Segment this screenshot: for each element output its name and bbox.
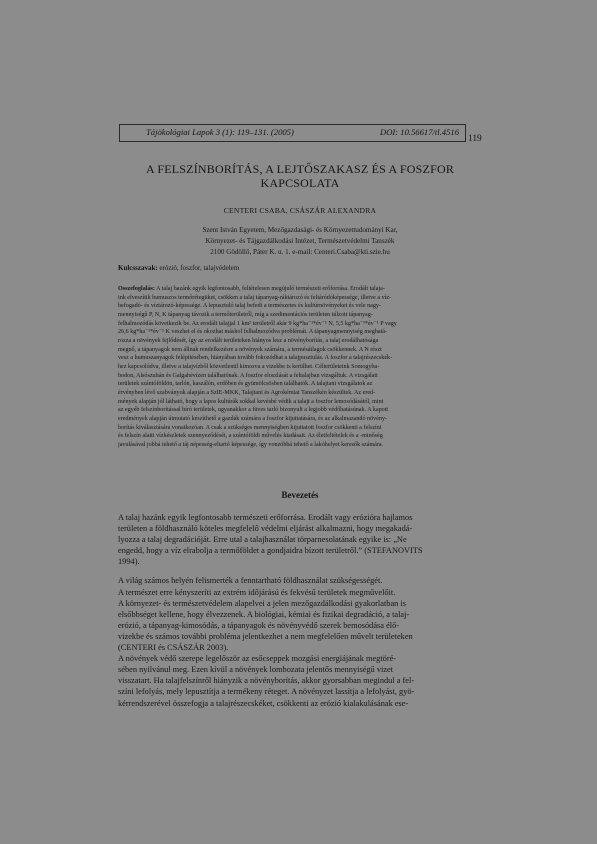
affiliation [100,225,500,257]
abstract-line: borítás kiválasztására vonatkozóan. A csak a szükséges mennyiségben kijuttatott foszfor csökkenti a felszíni [118,424,382,431]
abstract-line: befogadó- és víztározó-képessége. A lepusztuló talaj befedi a természetes és kultúrnövényeket és vele nagy- [118,303,381,310]
abstract-line: bodon, Alsószuhán és Galgahévízen találhatónak. A foszfor eloszlását a feltalajban vizsgáltuk. A vizsgálati [118,372,378,379]
body-line: lyozza a talaj degradációját. Erre utal a talajhasználat törparnesolatának egyike is: „Ne [118,535,407,545]
abstract [118,285,488,449]
affiliation-line: 2100 Gödöllő, Páter K. u. 1. e-mail: Centeri.Csaba@kti.szie.hu [210,247,390,256]
abstract-line: és felszín alatti vízkészletek szennyeződését, a szántóföldi művelés kiadásait. Az életfeltételek és a -minőség [118,433,383,440]
article-title [100,162,500,190]
body-line: A növények védő szerepe legelőször az esőcseppek mozgási energiájának megtöré- [118,654,397,664]
abstract-line: érvényben lévő szabványok alapján a SzIE-MKK, Talajtani és Agrokémiai Tanszékén készültek. Az ered- [118,389,376,396]
doi-link[interactable]: DOI: 10.56617/tl.4516 [379,127,459,137]
abstract-line: ink elveszítik humuszos termőrétegüket, csökken a talaj tápanyag-ráktározó és feltáródóképessége, illetve a víz- [118,294,392,301]
section-title: Bevezetés [281,490,319,500]
authors: CENTERI CSABA, CSÁSZÁR ALEXANDRA [223,206,377,215]
abstract-line: területek szántóföldön, tarlón, kaszálón, erdőben és gyümölcsösben találhatók. A talajtani vizsgálatok az [118,381,373,388]
body-line: színi lefolyás, mely lepusztítja a termékeny réteget. A növényzet lassítja a lefolyást, gyö- [118,687,415,697]
keywords [118,264,486,272]
body-line: A környezet- és természetvédelem alapelvei a jelen mezőgazdálkodási gyakorlatban is [118,598,406,608]
title-line: A FELSZÍNBORÍTÁS, A LEJTŐSZAKASZ ÉS A FOSZFOR [145,162,455,176]
abstract-line: mennyiségű P, N, K tápanyag távozik a termőterületről, míg a szedimentációs területen túlzott tápanyag- [118,311,373,318]
abstract-line: 26,6 kg*ha⁻¹*év⁻¹ K veszhet el és okozhat máshol felhalmozódva problémát. A tápanyagmennyiség meghatá- [118,329,387,336]
body-line: (CENTERI és CSÁSZÁR 2003). [118,643,229,653]
body-line: A talaj hazánk egyik legfontosabb természeti erőforrása. Erodált vagy erózióra hajlamos [118,513,413,522]
abstract-line: javulásával jobbá tehető a táj népesség-eltartó képessége, így vonzóbbá tehető a lakóhelyet keresők számára. [118,441,384,448]
abstract-line: mények alapján jól látható, hogy a lapos kultúrák sokkal kevésbé védik a talajt a foszfor lemosódásától, mint [118,398,384,405]
body-line: területen a földhasználó köteles megfelelő védelmi eljárást alkalmazni, hogy megakadá- [118,524,413,534]
title-line: KAPCSOLATA [260,176,340,190]
body-line: vizekbe és számos további probléma jelentkezhet a nem megfelelően művelt területeken [118,631,413,641]
section-body [118,512,488,709]
abstract-line: hez kapcsolódva, illetve a talajvízből közvetlenül kimosva a vizekbe is kerülhet. Célterületeink Somogyba- [118,363,380,370]
keywords-label: Kulcsszavak: [118,264,158,272]
journal-citation: Tájökológiai Lapok 3 (1): 119–131. (2005) [146,127,294,137]
body-line: elsőbbséget kellene, hogy élvezzenek. A biológiai, kémiai és fizikai degradáció, a talaj- [118,609,410,619]
abstract-line: az egyéb felszínborítással bíró területek, ugyanakkor a füves tarló bizonyult a legjobb védőhatásúnak. A kapott [118,407,389,414]
body-line: A természet erre kényszeríti az extrém időjárású és fekvésű területek megművelőit. [118,587,396,597]
abstract-line: megnő, a tápanyagok nem állnak rendelkezésre a növények számára, a termésátlagok csökkennek. A N részt [118,346,382,353]
keywords-text: erózió, foszfor, talajvédelem [159,264,240,272]
abstract-line: felhalmozódás következik be. Az erodált talajjal 1 km² területről akár 9 kg*ha⁻¹*év⁻¹ N, 5,5 kg*ha⁻¹*év⁻¹ P vagy [118,320,397,327]
body-line: A világ számos helyén felismerték a fenntartható földhasználat szükségességét. [118,576,383,586]
abstract-line: Összefoglalás: A talaj hazánk egyik legfontosabb, feltételesen megújuló természeti erőforrása. Erodált talaja- [118,286,385,292]
body-line: 1994). [118,557,140,567]
abstract-line: vesz a humuszanyagok felépítésében, hiányában tovább fokozódhat a talajpusztulás. A foszfor a talajrészecskék- [118,355,393,362]
affiliation-line: Szent István Egyetem, Mezőgazdasági- és Környezettudományi Kar, [202,226,398,234]
abstract-line: rozza a növények fejlődését, így az erodált területeken hiányos lesz a növényborítás, a talaj erodálhatósága [118,337,379,344]
body-line: sében nyilvánul meg. Ezen kívül a növények lombozata jelentős mennyiségű vizet [118,665,394,675]
abstract-line: eredmények alapján útmutató készíthető a gazdák számára a foszfor kijuttatására, és az alkalmazandó növény- [118,415,388,422]
abstract-label: Összefoglalás: [118,286,155,292]
paragraph-gap [118,567,488,575]
page-number: 119 [468,134,482,144]
affiliation-line: Környezet- és Tájgazdálkodási Intézet, Természetvédelmi Tanszék [205,236,395,245]
body-line: kérrendszerével összefogja a talajrészecskéket, csökkenti az erózió kialakulásának ese- [118,698,409,708]
body-line: visszatart. Ha talajfelszínről hiányzik a növényborítás, akkor gyorsabban megindul a fel- [118,676,415,686]
body-line: engedd, hogy a víz elrabolja a termőföldet a gondjaidra bízott területről.” (STEFANOVITS [118,546,423,556]
body-line: erózió, a tápanyag-kimosódás, a tápanyagok és növényvédő szerek bemosódása élő- [118,620,400,630]
journal-header-box [119,124,466,142]
